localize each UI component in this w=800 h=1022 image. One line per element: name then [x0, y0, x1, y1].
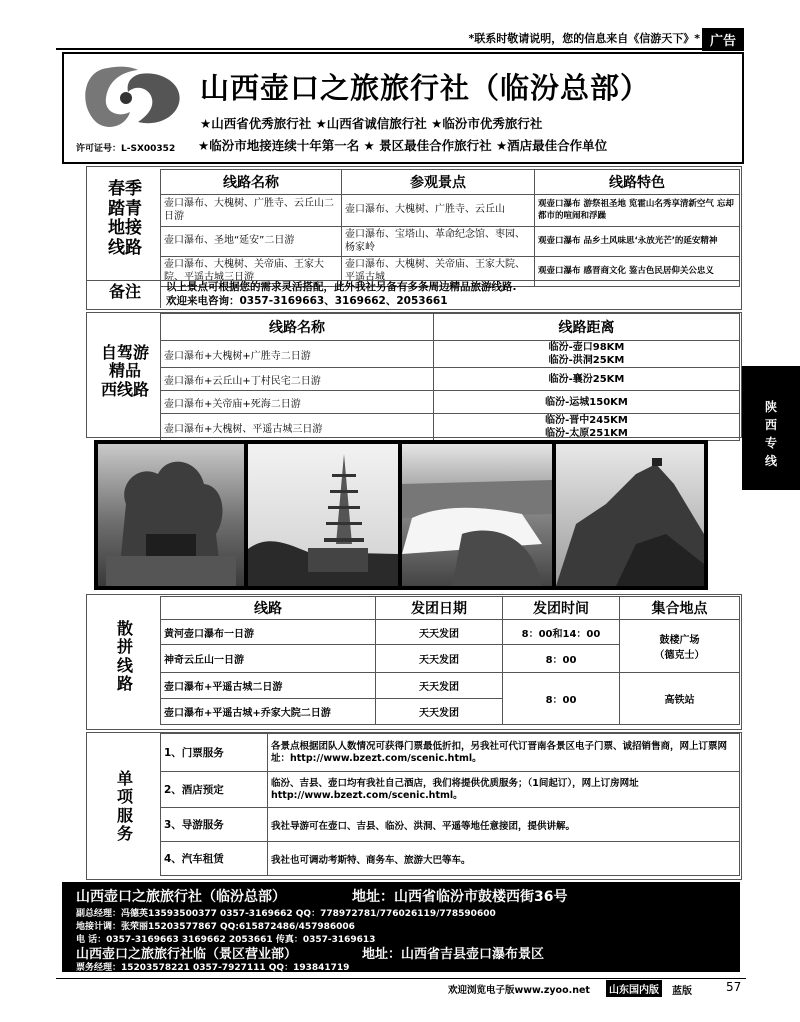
pagoda-icon — [248, 444, 398, 586]
place-line: 鼓楼广场 — [659, 635, 700, 646]
table-row — [161, 673, 740, 699]
photo-great-tree — [98, 444, 244, 586]
route-cell: 壶口瀑布+大槐树、平遥古城三日游 — [161, 414, 434, 441]
footer-browse: 欢迎浏览电子版www.zyoo.net — [448, 985, 590, 996]
route-cell: 壶口瀑布、圣地“延安”二日游 — [161, 227, 342, 257]
table-row — [161, 391, 740, 414]
photo-mountain — [556, 444, 704, 586]
distance-line: 临汾-运城150KM — [545, 396, 628, 408]
route-cell: 壶口瀑布、大槐树、广胜寺、云丘山二日游 — [161, 195, 342, 227]
route-cell: 壶口瀑布+平遥古城二日游 — [161, 673, 376, 699]
label-line: 西线路 — [100, 379, 149, 399]
table-row — [161, 341, 740, 368]
contact-line: 电 话：0357-3169663 3169662 2053661 传真：0357-3169613 — [76, 935, 376, 945]
note-divider — [160, 280, 161, 308]
label-line: 线 — [116, 655, 133, 675]
col-header-feature: 线路特色 — [535, 170, 740, 195]
table-row — [161, 808, 740, 842]
waterfall-icon — [402, 444, 552, 586]
date-cell: 天天发团 — [376, 673, 503, 699]
feature-cell: 观壶口瀑布 感晋商文化 鉴古色民居仰关公忠义 — [535, 257, 740, 287]
label-line: 拼 — [116, 637, 133, 657]
place-cell — [620, 620, 740, 673]
mountain-icon — [556, 444, 704, 586]
service-name: 4、汽车租赁 — [161, 842, 268, 876]
table-row — [161, 414, 740, 441]
label-line: 服 — [116, 805, 133, 825]
service-desc: 各景点根据团队人数情况可获得门票最低折扣，另我社可代订晋南各景区电子门票、诚招销售商，网上订票网址：http://www.bzezt.com/scenic.html。 — [268, 734, 740, 772]
page-number: 57 — [726, 980, 742, 994]
route-cell: 黄河壶口瀑布一日游 — [161, 620, 376, 645]
label-line: 单 — [116, 769, 133, 788]
label-line: 自驾游 — [100, 343, 149, 362]
col-header-route: 线路 — [161, 597, 376, 620]
table-row — [161, 734, 740, 772]
service-desc: 我社也可调动考斯特、商务车、旅游大巴等车。 — [268, 842, 740, 876]
distance-line: 临汾-晋中245KM — [545, 415, 628, 426]
selfdrive-table — [160, 313, 740, 441]
table-row — [161, 842, 740, 876]
place-line: （德克士） — [654, 650, 705, 661]
col-header-date: 发团日期 — [376, 597, 503, 620]
scatter-table — [160, 596, 740, 725]
distance-line: 临汾-洪洞25KM — [548, 355, 625, 366]
service-desc: 临汾、吉县、壶口均有我社自己酒店，我们将提供优质服务；（1间起订），网上订房网址http://www.bzezt.com/scenic.html。 — [268, 772, 740, 808]
route-cell: 壶口瀑布+平遥古城+乔家大院二日游 — [161, 699, 376, 725]
distance-line: 临汾-襄汾25KM — [548, 373, 625, 385]
service-name: 1、门票服务 — [161, 734, 268, 772]
label-line: 散 — [116, 619, 133, 638]
honors-line-2: ★临汾市地接连续十年第一名 ★ 景区最佳合作旅行社 ★酒店最佳合作单位 — [198, 138, 608, 153]
footer-edition: 山东国内版 — [606, 980, 662, 997]
label-line: 路 — [116, 674, 133, 694]
route-cell: 壶口瀑布+大槐树+广胜寺二日游 — [161, 341, 434, 368]
agency-title: 山西壶口之旅旅行社（临汾总部） — [200, 71, 651, 105]
service-name: 3、导游服务 — [161, 808, 268, 842]
side-tab-text: 陕西专线 — [764, 400, 777, 468]
label-line: 踏青 — [108, 198, 142, 219]
logo-mark-icon — [78, 60, 188, 132]
col-header-time: 发团时间 — [503, 597, 620, 620]
ad-label: 广告 — [702, 28, 744, 51]
place-cell: 高铁站 — [620, 673, 740, 725]
distance-line: 临汾-壶口98KM — [548, 342, 625, 353]
distance-cell — [434, 414, 740, 441]
distance-line: 临汾-太原251KM — [545, 428, 628, 439]
distance-cell — [434, 341, 740, 368]
col-header-sights: 参观景点 — [342, 170, 535, 195]
table-row — [161, 772, 740, 808]
route-cell: 壶口瀑布+云丘山+丁村民宅二日游 — [161, 368, 434, 391]
company-name-1: 山西壶口之旅旅行社（临汾总部） — [76, 889, 286, 905]
col-header-route: 线路名称 — [161, 170, 342, 195]
contact-line: 票务经理：15203578221 0357-7927111 QQ：193841719 — [76, 963, 350, 973]
photo-strip — [94, 440, 708, 590]
feature-cell: 观壶口瀑布 游祭祖圣地 览霍山名秀享清新空气 忘却都市的喧闹和浮躁 — [535, 195, 740, 227]
feature-cell: 观壶口瀑布 品乡土风味思‘永放光芒’的延安精神 — [535, 227, 740, 257]
label-line: 精品 — [108, 361, 141, 381]
agency-logo — [78, 60, 188, 132]
service-section-label — [96, 770, 154, 844]
contact-bar — [62, 882, 740, 972]
note-line: 以上景点可根据您的需求灵活搭配，此外我社另备有多条周边精品旅游线路. — [166, 281, 517, 293]
time-cell: 8：00和14：00 — [503, 620, 620, 645]
service-name: 2、酒店预定 — [161, 772, 268, 808]
label-line: 务 — [116, 824, 133, 844]
col-header-route: 线路名称 — [161, 314, 434, 341]
date-cell: 天天发团 — [376, 699, 503, 725]
label-line: 项 — [116, 787, 133, 807]
table-row — [161, 620, 740, 645]
service-table — [160, 733, 740, 876]
table-row — [161, 195, 740, 227]
service-desc: 我社导游可在壶口、吉县、临汾、洪洞、平遥等地任意接团，提供讲解。 — [268, 808, 740, 842]
spring-section-label — [90, 180, 160, 258]
label-line: 线路 — [108, 237, 142, 258]
time-cell: 8：00 — [503, 673, 620, 725]
contact-line: 副总经理：冯德英13593500377 0357-3169662 QQ：778972781/776026119/778590600 — [76, 909, 496, 919]
label-line: 春季 — [108, 179, 142, 199]
address-1: 地址：山西省临汾市鼓楼西街36号 — [352, 889, 568, 905]
spring-routes-table — [160, 169, 740, 287]
table-row — [161, 227, 740, 257]
contact-line: 地接计调：张荣丽15203577867 QQ:615872486/457986006 — [76, 922, 355, 932]
top-divider — [56, 48, 744, 50]
selfdrive-section-label — [90, 344, 160, 399]
side-tab — [742, 366, 800, 490]
distance-cell — [434, 391, 740, 414]
table-row — [161, 368, 740, 391]
footer-divider — [56, 978, 746, 979]
route-cell: 壶口瀑布、大槐树、关帝庙、王家大院、平遥古城三日游 — [161, 257, 342, 287]
route-cell: 壶口瀑布+关帝庙+死海二日游 — [161, 391, 434, 414]
note-label: 备注 — [108, 282, 141, 301]
license-number: 许可证号：L-SX00352 — [76, 144, 176, 154]
distance-cell — [434, 368, 740, 391]
scatter-section-label — [96, 620, 154, 694]
footer-version: 蓝版 — [672, 986, 692, 997]
honors-line-1: ★山西省优秀旅行社 ★山西省诚信旅行社 ★临汾市优秀旅行社 — [200, 116, 543, 131]
source-notice: *联系时敬请说明，您的信息来自《信游天下》* — [468, 32, 700, 45]
tree-gate-icon — [98, 444, 244, 586]
company-name-2: 山西壶口之旅旅行社临（景区营业部） — [76, 947, 298, 962]
col-header-distance: 线路距离 — [434, 314, 740, 341]
photo-waterfall — [402, 444, 552, 586]
sights-cell: 壶口瀑布、大槐树、广胜寺、云丘山 — [342, 195, 535, 227]
note-text — [166, 281, 517, 308]
route-cell: 神奇云丘山一日游 — [161, 645, 376, 673]
photo-pagoda — [248, 444, 398, 586]
sights-cell: 壶口瀑布、大槐树、关帝庙、王家大院、平遥古城 — [342, 257, 535, 287]
label-line: 地接 — [108, 218, 142, 239]
time-cell: 8：00 — [503, 645, 620, 673]
date-cell: 天天发团 — [376, 620, 503, 645]
note-phone: 欢迎来电咨询：0357-3169663、3169662、2053661 — [166, 294, 448, 307]
date-cell: 天天发团 — [376, 645, 503, 673]
address-2: 地址：山西省吉县壶口瀑布景区 — [362, 947, 545, 962]
sights-cell: 壶口瀑布、宝塔山、革命纪念馆、枣园、杨家岭 — [342, 227, 535, 257]
col-header-place: 集合地点 — [620, 597, 740, 620]
